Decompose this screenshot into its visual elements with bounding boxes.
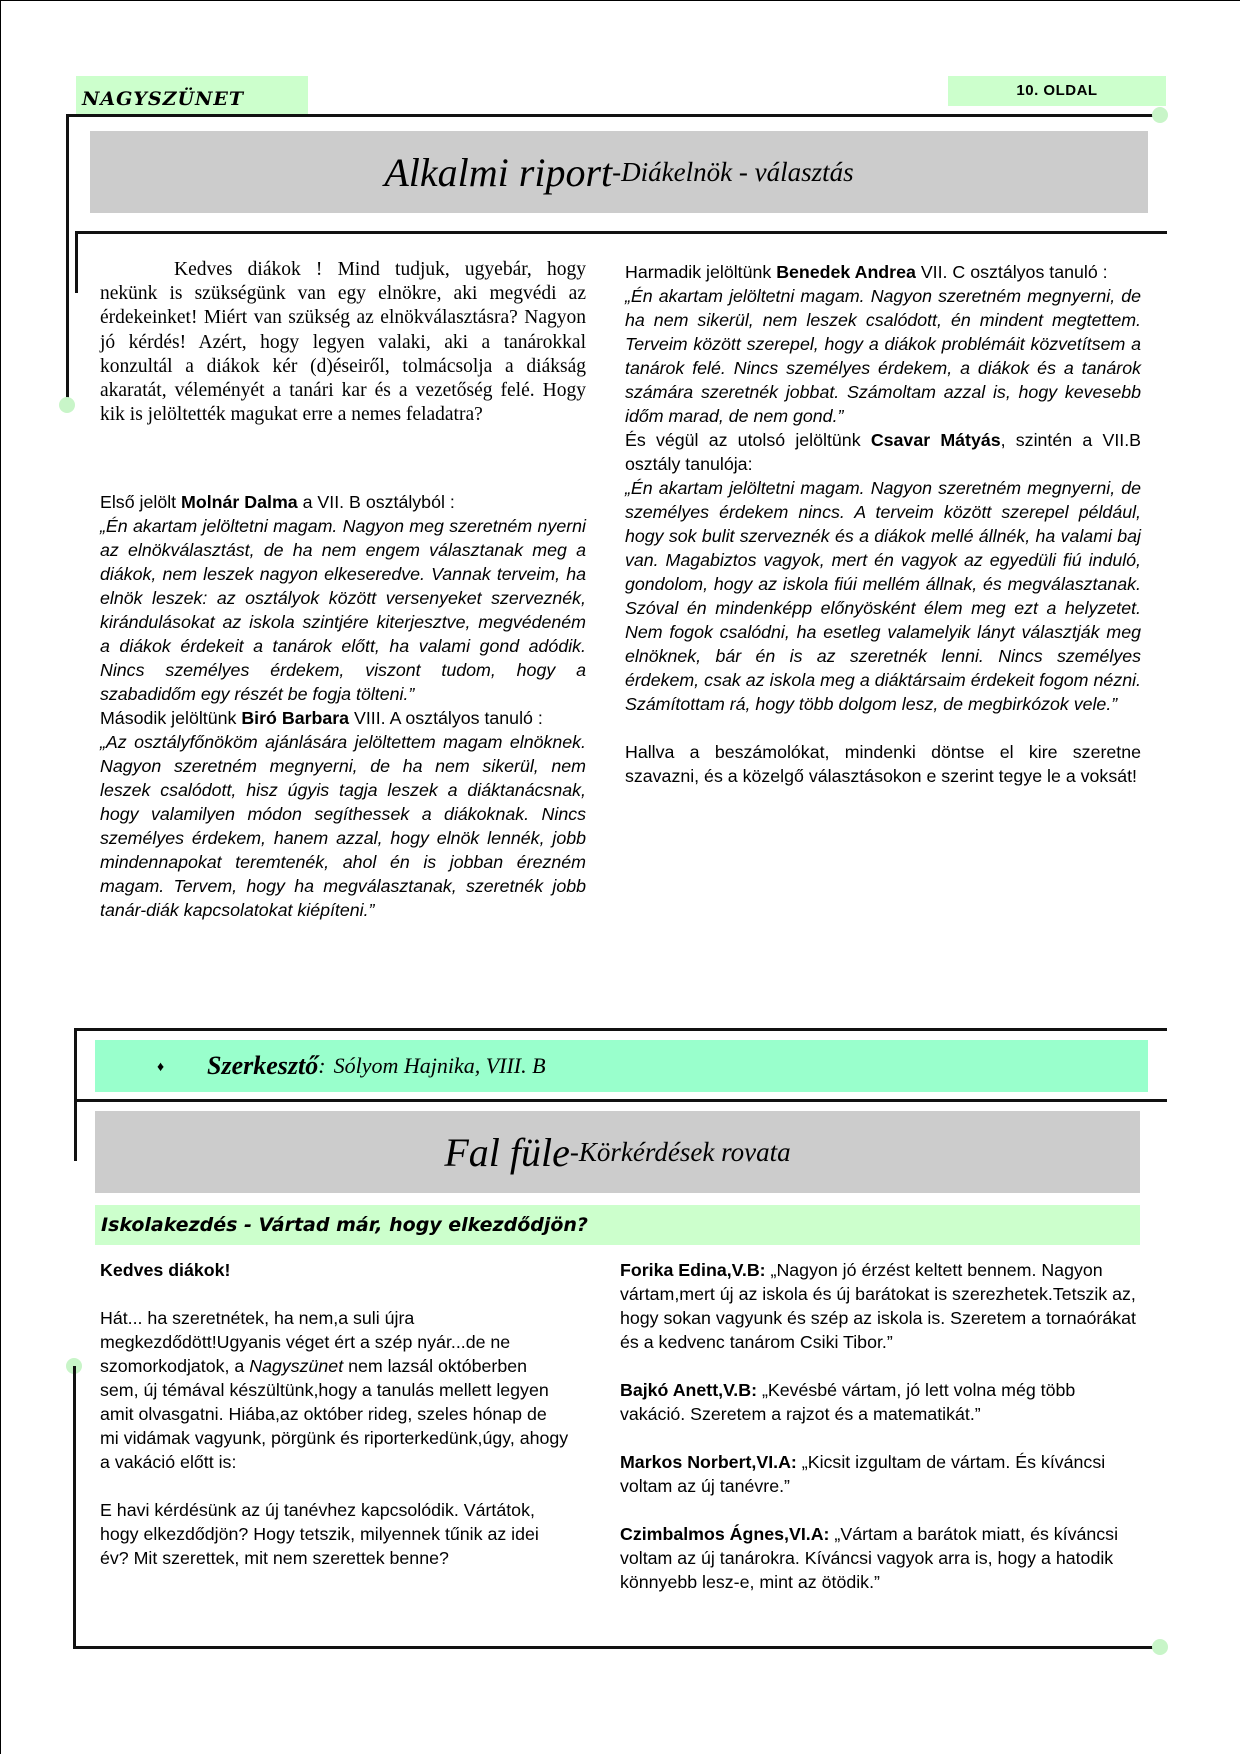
frame-line: [74, 1028, 77, 1161]
candidate-quote: „Én akartam jelöltetni magam. Nagyon meg szeretném nyerni az elnökválasztást, de ha nem engem választanak meg a diákok, nem leszek nagyon elkeseredve. Vannak terveim, ha elnök leszek: az osztályok között versenyeket szerveznék, kirándulásokat az iskola szintjére kiterjesztve, megvédeném a diákok érdekeit a tanárok előtt, ha valami gond adódik. Nincs személyes érdekem, viszont tudom, hogy a szabadidőm egy részét be fogja tölteni.”: [100, 516, 586, 704]
article-title-band: [90, 131, 1148, 213]
editor-name: Sólyom Hajnika, VIII. B: [333, 1053, 546, 1078]
respondent-name: Markos Norbert,VI.A:: [620, 1452, 797, 1472]
frame-line: [74, 1028, 1167, 1031]
article-title: Fal füle: [444, 1129, 570, 1175]
survey-answer: Czimbalmos Ágnes,VI.A: „Vártam a barátok miatt, és kíváncsi voltam az új tanárokra. Kíváncsi vagyok arra is, hogy a hatodik könnyebb lesz-e, mint az ötödik.”: [620, 1524, 1119, 1592]
intro-text: Kedves diákok ! Mind tudjuk, ugyebár, hogy nekünk is szükségünk van egy elnökre, aki megvédi az érdekeinket! Miért van szükség az elnökválasztásra? Nagyon jó kérdés! Azért, hogy legyen valaki, aki a tanárokkal konzultál a diákok kér (d)éseiről, tolmácsolja a diákság akaratát, véleményét a tanári kar és a vezetőség felé. Hogy kik is jelöltették magukat erre a nemes feladatra?: [100, 259, 586, 426]
article-subtitle: Diákelnök - választás: [621, 156, 854, 187]
candidate-quote: „Én akartam jelöltetni magam. Nagyon szeretném megnyerni, de ha nem sikerül, nem leszek csalódott, én mindent megtettem. Terveim között szerepel, hogy a diákok problémáit közvetítsem a tanárok felé. Nincs személyes érdekem, a diákok és a tanárok számára szeretnék jobbat. Számoltam azzal is, hogy kevesebb időm marad, de nem gond.”: [625, 286, 1141, 426]
survey-question: E havi kérdésünk az új tanévhez kapcsolódik. Vártátok, hogy elkezdődjön? Hogy tetszik, milyennek tűnik az idei év? Mit szerettek, mit nem szerettek benne?: [100, 1500, 539, 1568]
article-title: Alkalmi riport: [384, 149, 613, 195]
frame-line: [73, 1366, 76, 1648]
diamond-bullet-icon: ♦: [157, 1058, 165, 1074]
article-title-separator: -: [569, 1136, 579, 1167]
survey-right-column: [620, 1258, 1140, 1594]
article-left-column: [100, 490, 586, 922]
page-number: 10. OLDAL: [1016, 82, 1098, 99]
article-intro: [100, 258, 586, 427]
candidate-lead: Első jelölt Molnár Dalma a VII. B osztályból :: [100, 492, 455, 512]
survey-greeting: Kedves diákok!: [100, 1260, 231, 1280]
respondent-name: Forika Edina,V.B:: [620, 1260, 766, 1280]
newspaper-name: Nagyszünet: [249, 1356, 344, 1376]
article-right-column: [625, 260, 1141, 788]
candidate-name: Csavar Mátyás: [870, 430, 1001, 450]
article-title-separator: -: [612, 156, 622, 187]
page-number-box: [948, 76, 1166, 106]
candidate-name: Molnár Dalma: [181, 492, 298, 512]
survey-answer: Markos Norbert,VI.A: „Kicsit izgultam de vártam. És kíváncsi voltam az új tanévre.”: [620, 1452, 1106, 1496]
frame-dot: [59, 397, 75, 413]
article-subtitle: Körkérdések rovata: [578, 1136, 791, 1167]
editor-band: [95, 1040, 1148, 1092]
frame-line: [66, 114, 1161, 117]
candidate-lead: Második jelöltünk Biró Barbara VIII. A osztályos tanuló :: [100, 708, 543, 728]
article-title-band: [95, 1111, 1140, 1193]
respondent-name: Bajkó Anett,V.B:: [620, 1380, 758, 1400]
survey-answer: Bajkó Anett,V.B: „Kevésbé vártam, jó lett volna még több vakáció. Szeretem a rajzot és a matematikát.”: [620, 1380, 1076, 1424]
candidate-name: Biró Barbara: [241, 708, 350, 728]
article-closing: Hallva a beszámolókat, mindenki döntse el kire szeretne szavazni, és a közelgő választásokon e szerint tegye le a voksát!: [625, 742, 1141, 786]
page-border-left: [0, 0, 1, 1754]
question-heading: Iskolakezdés - Vártad már, hogy elkezdődjön?: [101, 1214, 588, 1236]
masthead-title: NAGYSZÜNET: [82, 88, 245, 110]
frame-line: [75, 231, 1167, 234]
survey-answer: Forika Edina,V.B: „Nagyon jó érzést keltett bennem. Nagyon vártam,mert új az iskola és új barátokat is szerezhetek.Tetszik az, hogy sokan vagyunk és szép az iskola is. Szeretem a tornaórákat és a kedvenc tanárom Csiki Tibor.”: [620, 1260, 1136, 1352]
candidate-quote: „Én akartam jelöltetni magam. Nagyon szeretném megnyerni, de személyes érdekem nincs. A terveim között szerepel például, hogy sok bulit szerveznék és a diákok mellé állnék, ha valami baj van. Magabiztos vagyok, mert én vagyok az egyedüli fiú induló, gondolom, hogy az iskola fiúi mellém állnak, és megválasztanak. Szóval én mindenképp előnyösként élem meg ezt a helyzetet. Nem fogok csalódni, ha esetleg valamelyik lányt választják meg elnöknek, bár én is az szeretnék lenni. Nincs személyes érdekem, csak az iskola meg a diáktársaim érdekeit fogom nézni. Számítottam rá, hogy több dolgom lesz, de megbirkózok vele.”: [625, 478, 1141, 714]
candidate-name: Benedek Andrea: [776, 262, 916, 282]
frame-line: [75, 231, 78, 293]
frame-dot: [1152, 107, 1168, 123]
survey-left-column: [100, 1258, 570, 1570]
page-border-top: [0, 0, 1240, 1]
candidate-lead: Harmadik jelöltünk Benedek Andrea VII. C osztályos tanuló :: [625, 262, 1108, 282]
question-heading-band: [95, 1205, 1140, 1245]
editor-label: Szerkesztő: [207, 1051, 319, 1080]
frame-line: [66, 114, 69, 404]
editor-colon: :: [318, 1053, 326, 1078]
frame-line: [73, 1646, 1161, 1649]
masthead: [76, 76, 308, 116]
frame-line: [74, 1099, 1167, 1102]
survey-intro: Hát... ha szeretnétek, ha nem,a suli újra megkezdődött!Ugyanis véget ért a szép nyár...de ne szomorkodjatok, a Nagyszünet nem lazsál októberben sem, új témával készültünk,hogy a tanulás mellett legyen amit olvasgatni. Hiába,az október rideg, szeles hónap de mi vidámak vagyunk, pörgünk és riporterkedünk,úgy, ahogy a vakáció előtt is:: [100, 1308, 569, 1472]
candidate-lead: És végül az utolsó jelöltünk Csavar Mátyás, szintén a VII.B osztály tanulója:: [625, 430, 1141, 474]
frame-dot: [1152, 1639, 1168, 1655]
respondent-name: Czimbalmos Ágnes,VI.A:: [620, 1524, 830, 1544]
candidate-quote: „Az osztályfőnököm ajánlására jelöltettem magam elnöknek. Nagyon szeretném megnyerni, de ha nem sikerül, nem leszek csalódott, hisz úgyis tagja leszek a diáktanácsnak, hogy valamilyen módon segíthessek a diákoknak. Nincs személyes érdekem, hanem azzal, hogy elnök lennék, jobb mindennapokat teremtenék, ahol én is jobban érezném magam. Tervem, hogy ha megválasztanak, szeretnék jobb tanár-diák kapcsolatokat kiépíteni.”: [100, 732, 586, 920]
